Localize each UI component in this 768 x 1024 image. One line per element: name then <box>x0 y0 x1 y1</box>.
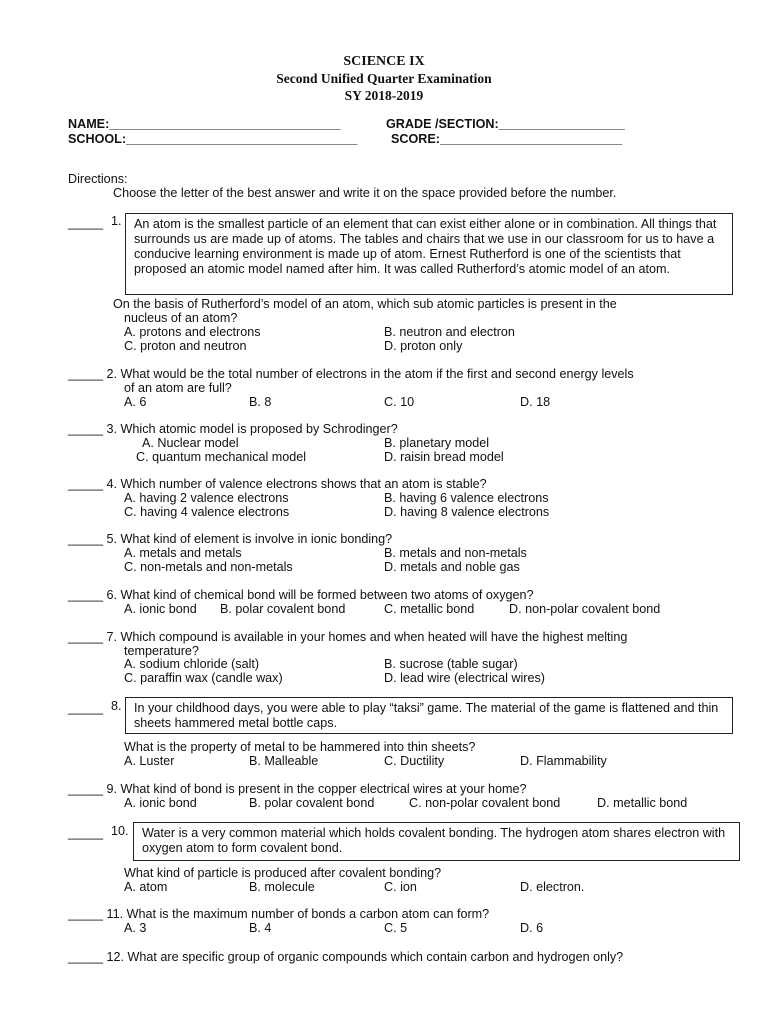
q9-option-a: A. ionic bond <box>124 796 197 810</box>
q10-option-d: D. electron. <box>520 880 585 894</box>
q2-option-d: D. 18 <box>520 395 551 409</box>
q5-option-a: A. metals and metals <box>124 546 242 560</box>
q12-stem: _____ 12. What are specific group of organic compounds which contain carbon and hydrogen only? <box>68 950 624 964</box>
q11-option-d: D. 6 <box>520 921 544 935</box>
q1-option-b: B. neutron and electron <box>384 325 515 339</box>
answer-blank-1[interactable]: _____ <box>68 216 104 230</box>
q4-option-d: D. having 8 valence electrons <box>384 505 550 519</box>
q10-option-a: A. atom <box>124 880 168 894</box>
q7-option-a: A. sodium chloride (salt) <box>124 657 260 671</box>
q1-option-c: C. proton and neutron <box>124 339 247 353</box>
exam-subject: SCIENCE IX <box>343 54 425 69</box>
q9-option-d: D. metallic bond <box>597 796 688 810</box>
q10-option-b: B. molecule <box>249 880 315 894</box>
q1-stem-line1: On the basis of Rutherford’s model of an atom, which sub atomic particles is present in the <box>113 297 617 311</box>
q6-stem: _____ 6. What kind of chemical bond will be formed between two atoms of oxygen? <box>68 588 534 602</box>
q7-option-d: D. lead wire (electrical wires) <box>384 671 545 685</box>
q4-option-c: C. having 4 valence electrons <box>124 505 290 519</box>
question-number-1: 1. <box>111 214 122 228</box>
q3-option-d: D. raisin bread model <box>384 450 504 464</box>
q7-option-b: B. sucrose (table sugar) <box>384 657 518 671</box>
q11-option-b: B. 4 <box>249 921 272 935</box>
q3-stem: _____ 3. Which atomic model is proposed by Schrodinger? <box>68 422 398 436</box>
q4-option-b: B. having 6 valence electrons <box>384 491 549 505</box>
score-field[interactable]: SCORE:__________________________ <box>391 132 623 146</box>
q8-option-b: B. Malleable <box>249 754 319 768</box>
q6-option-d: D. non-polar covalent bond <box>509 602 661 616</box>
q8-stem: What is the property of metal to be hammered into thin sheets? <box>124 740 476 754</box>
q5-option-c: C. non-metals and non-metals <box>124 560 293 574</box>
q7-option-c: C. paraffin wax (candle wax) <box>124 671 283 685</box>
q10-option-c: C. ion <box>384 880 417 894</box>
q6-option-b: B. polar covalent bond <box>220 602 346 616</box>
q9-stem: _____ 9. What kind of bond is present in the copper electrical wires at your home? <box>68 782 527 796</box>
directions-label: Directions: <box>68 172 128 186</box>
q9-option-c: C. non-polar covalent bond <box>409 796 561 810</box>
q7-stem-line2: temperature? <box>124 644 199 658</box>
q1-option-d: D. proton only <box>384 339 463 353</box>
q6-option-c: C. metallic bond <box>384 602 475 616</box>
school-field[interactable]: SCHOOL:_________________________________ <box>68 132 358 146</box>
q3-option-b: B. planetary model <box>384 436 490 450</box>
passage-box-1: An atom is the smallest particle of an element that can exist either alone or in combination. All things that surrounds us are made up of atoms. The tables and chairs that we use in our classroom for us to have a conducive learning environment is made up of atom. Ernest Rutherford is one of the scientists that proposed an atomic model named after him. It was called Rutherford’s atomic model of an atom. <box>125 213 733 295</box>
question-number-8: 8. <box>111 699 122 713</box>
q8-option-d: D. Flammability <box>520 754 607 768</box>
answer-blank-8[interactable]: _____ <box>68 701 104 715</box>
q5-option-b: B. metals and non-metals <box>384 546 527 560</box>
q5-stem: _____ 5. What kind of element is involve in ionic bonding? <box>68 532 393 546</box>
q1-stem-line2: nucleus of an atom? <box>124 311 238 325</box>
answer-blank-10[interactable]: _____ <box>68 826 104 840</box>
name-field[interactable]: NAME:_________________________________ <box>68 117 341 131</box>
q2-stem-line2: of an atom are full? <box>124 381 232 395</box>
q6-option-a: A. ionic bond <box>124 602 197 616</box>
q9-option-b: B. polar covalent bond <box>249 796 375 810</box>
q11-option-a: A. 3 <box>124 921 147 935</box>
q8-option-a: A. Luster <box>124 754 175 768</box>
q11-stem: _____ 11. What is the maximum number of bonds a carbon atom can form? <box>68 907 490 921</box>
q3-option-c: C. quantum mechanical model <box>136 450 307 464</box>
q4-stem: _____ 4. Which number of valence electrons shows that an atom is stable? <box>68 477 487 491</box>
grade-section-field[interactable]: GRADE /SECTION:__________________ <box>386 117 625 131</box>
q2-option-a: A. 6 <box>124 395 147 409</box>
directions-text: Choose the letter of the best answer and write it on the space provided before the number. <box>113 186 617 200</box>
q2-option-c: C. 10 <box>384 395 415 409</box>
q8-option-c: C. Ductility <box>384 754 445 768</box>
q3-option-a: A. Nuclear model <box>142 436 239 450</box>
q2-stem-line1: _____ 2. What would be the total number of electrons in the atom if the first and second energy levels <box>68 367 634 381</box>
exam-title: Second Unified Quarter Examination <box>276 71 492 86</box>
passage-box-10: Water is a very common material which holds covalent bonding. The hydrogen atom shares electron with oxygen atom to form covalent bond. <box>133 822 740 861</box>
q5-option-d: D. metals and noble gas <box>384 560 520 574</box>
q4-option-a: A. having 2 valence electrons <box>124 491 289 505</box>
question-number-10: 10. <box>111 824 129 838</box>
q11-option-c: C. 5 <box>384 921 408 935</box>
q10-stem: What kind of particle is produced after covalent bonding? <box>124 866 442 880</box>
q1-option-a: A. protons and electrons <box>124 325 261 339</box>
school-year: SY 2018-2019 <box>344 88 424 103</box>
q7-stem-line1: _____ 7. Which compound is available in your homes and when heated will have the highest melting <box>68 630 628 644</box>
passage-box-8: In your childhood days, you were able to play “taksi” game. The material of the game is flattened and thin sheets hammered metal bottle caps. <box>125 697 733 734</box>
q2-option-b: B. 8 <box>249 395 272 409</box>
